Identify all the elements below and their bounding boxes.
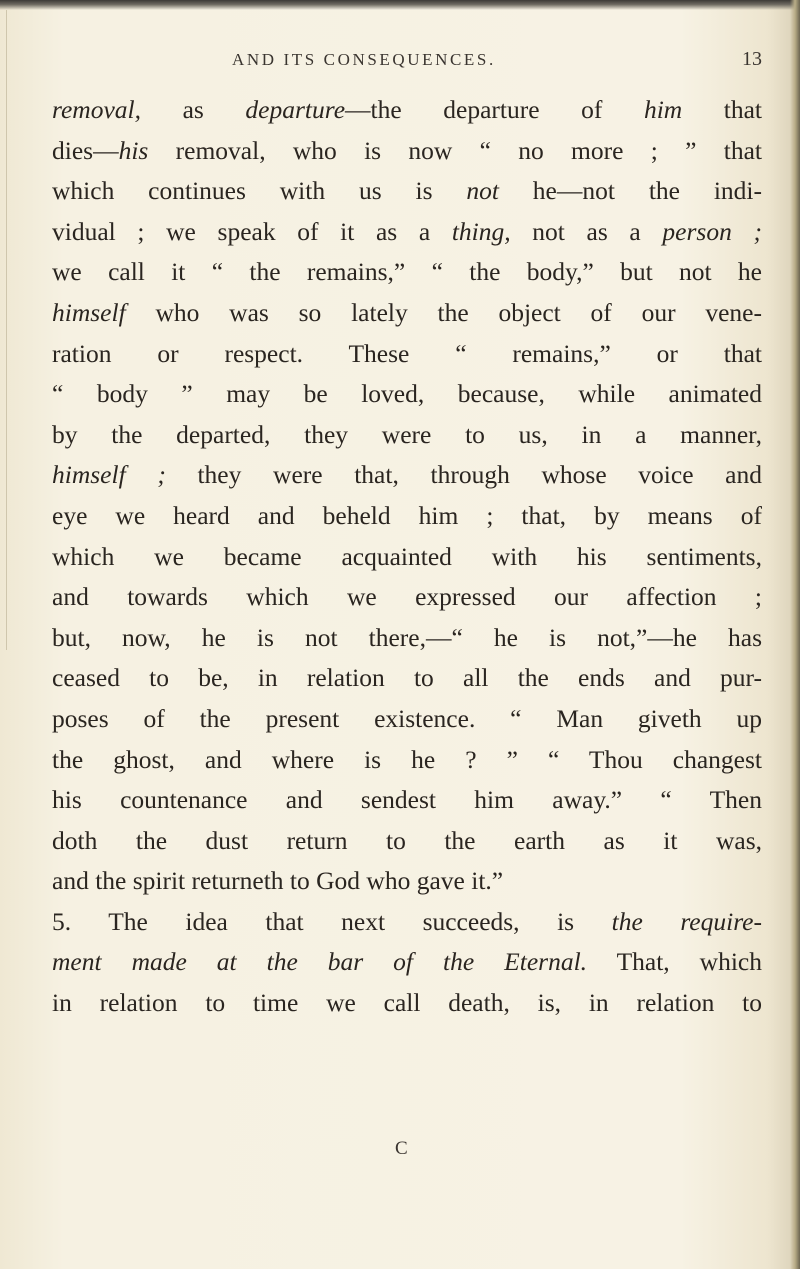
text-segment: eye we heard and beheld him ; that, by means of [52, 500, 762, 530]
text-segment: “ body ” may be loved, because, while animated [52, 379, 762, 409]
text-line [52, 983, 762, 1024]
text-segment: that [682, 95, 763, 124]
text-segment: his countenance and sendest him away.” “ Then [52, 785, 762, 815]
text-segment: the ghost, and where is he ? ” “ Thou changest [52, 744, 762, 774]
text-line [52, 821, 762, 862]
text-segment: ceased to be, in relation to all the ends and pur- [52, 663, 762, 693]
page-right-edge [790, 0, 800, 1269]
text-segment: That, which [587, 947, 762, 977]
text-segment: 5. The idea that next succeeds, is [52, 906, 612, 936]
text-line [52, 861, 762, 902]
text-segment: he—not the indi- [498, 176, 762, 206]
text-line [52, 942, 762, 983]
text-segment: doth the dust return to the earth as it was, [52, 825, 762, 855]
text-line [52, 658, 762, 699]
text-segment: which continues with us is [52, 176, 467, 206]
text-line [52, 415, 762, 456]
text-segment: and towards which we expressed our affection ; [52, 582, 762, 612]
text-segment: they were that, through whose voice and [165, 460, 762, 490]
text-line [52, 455, 762, 496]
italic-text: him [643, 95, 683, 124]
text-line [52, 618, 762, 659]
text-segment: removal, who is now “ no more ; ” that [148, 135, 762, 165]
text-line [52, 252, 762, 293]
italic-text: person ; [662, 216, 762, 246]
text-segment: and the spirit returneth to God who gave it.” [52, 866, 504, 896]
text-line [52, 780, 762, 821]
page-top-shadow [0, 0, 800, 10]
italic-text: himself ; [52, 460, 166, 490]
italic-text: his [118, 135, 149, 165]
text-segment: we call it “ the remains,” “ the body,” but not he [52, 257, 762, 287]
text-segment: who was so lately the object of our vene- [125, 297, 762, 327]
italic-text: removal, [52, 95, 141, 124]
body-text [52, 90, 762, 1024]
text-segment: but, now, he is not there,—“ he is not,”—he has [52, 622, 762, 652]
text-line [52, 740, 762, 781]
page-header [0, 48, 800, 78]
page-left-edge [6, 10, 7, 650]
italic-text: ment made at the bar of the Eternal. [52, 947, 588, 977]
text-segment: poses of the present existence. “ Man giveth up [52, 703, 762, 733]
text-segment: dies— [52, 135, 119, 165]
text-segment: by the departed, they were to us, in a manner, [52, 419, 762, 449]
running-head: AND ITS CONSEQUENCES. [232, 50, 496, 69]
text-line [52, 293, 762, 334]
text-segment: —the departure of [345, 95, 644, 124]
italic-text: thing, [451, 216, 511, 246]
text-line [52, 131, 762, 172]
italic-text: not [466, 176, 499, 206]
signature-mark: C [395, 1138, 408, 1159]
text-line [52, 90, 762, 131]
text-line [52, 577, 762, 618]
italic-text: himself [52, 297, 126, 327]
text-line [52, 171, 762, 212]
text-line [52, 212, 762, 253]
page-number: 13 [742, 48, 762, 70]
text-segment: which we became acquainted with his sentiments, [52, 541, 762, 571]
text-segment: in relation to time we call death, is, in relation to [52, 988, 762, 1018]
text-segment: vidual ; we speak of it as a [52, 216, 452, 246]
text-line [52, 537, 762, 578]
text-segment: as [141, 95, 246, 124]
italic-text: departure [245, 95, 346, 124]
text-line [52, 374, 762, 415]
text-line [52, 699, 762, 740]
text-segment: not as a [510, 216, 663, 246]
italic-text: the require- [611, 906, 762, 936]
text-line [52, 496, 762, 537]
text-line [52, 334, 762, 375]
text-line [52, 902, 762, 943]
text-segment: ration or respect. These “ remains,” or that [52, 338, 762, 368]
